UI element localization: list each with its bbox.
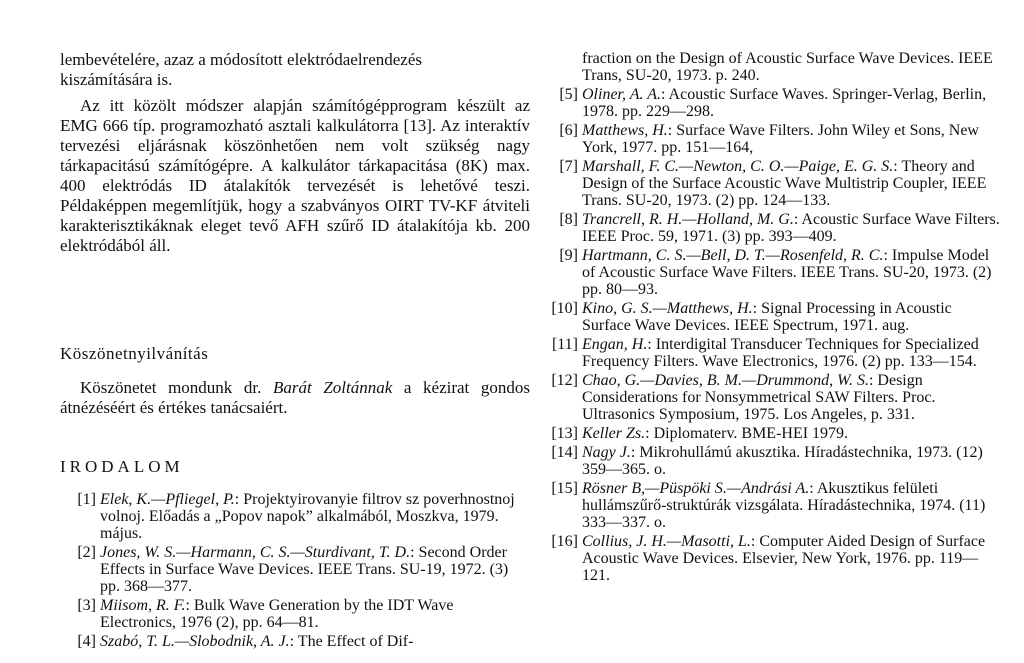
reference-authors: Kino, G. S.—Matthews, H.	[582, 300, 753, 317]
acknowledgement-text	[60, 378, 530, 418]
references-list-left	[60, 491, 530, 652]
reference-number: [12]	[551, 372, 578, 389]
reference-text: : Theory and Design of the Surface Acoustic Wave Multistrip Coupler, IEEE Trans. SU-20, 1973. (2) pp. 124—133.	[582, 158, 987, 209]
reference-item	[542, 247, 1004, 298]
reference-number: [11]	[551, 336, 578, 353]
reference-text: : Computer Aided Design of Surface Acoustic Wave Devices. Elsevier, New York, 1976. pp. 119—121.	[582, 533, 986, 584]
reference-item	[542, 444, 1004, 478]
reference-authors: Szabó, T. L.—Slobodnik, A. J.	[100, 633, 290, 650]
reference-number: [15]	[551, 480, 578, 497]
reference-number: [1]	[77, 491, 96, 508]
reference-item	[542, 336, 1004, 370]
paragraph-2	[60, 96, 530, 256]
reference-number: [2]	[77, 544, 96, 561]
reference-number: [14]	[551, 444, 578, 461]
reference-authors: Keller Zs.	[582, 425, 646, 442]
reference-authors: Chao, G.—Davies, B. M.—Drummond, W. S.	[582, 372, 869, 389]
reference-item	[60, 633, 530, 650]
reference-text: : Akusztikus felületi hullámszűrő-struktúrák vizsgálata. Híradástechnika, 1974. (11) 333—337. o.	[582, 480, 986, 531]
reference-number: [16]	[551, 533, 578, 550]
acknowledgement-name: Barát Zoltánnak	[273, 378, 393, 397]
reference-text: : Mikrohullámú akusztika. Híradástechnika, 1973. (12) 359—365. o.	[582, 444, 983, 478]
reference-authors: Engan, H.	[582, 336, 648, 353]
reference-item	[60, 544, 530, 595]
reference-item	[542, 158, 1004, 209]
reference-item	[60, 597, 530, 631]
reference-number: [9]	[559, 247, 578, 264]
reference-item	[60, 491, 530, 542]
reference-text: fraction on the Design of Acoustic Surface Wave Devices. IEEE Trans, SU-20, 1973. p. 240.	[582, 50, 993, 84]
reference-text: : Impulse Model of Acoustic Surface Wave Filters. IEEE Trans. SU-20, 1973. (2) pp. 80—93.	[582, 247, 992, 298]
reference-number: [13]	[551, 425, 578, 442]
reference-item	[542, 372, 1004, 423]
reference-text: : Design Considerations for Nonsymmetrical SAW Filters. Proc. Ultrasonics Symposium, 1975. Los Angeles, p. 331.	[582, 372, 936, 423]
acknowledgement-suffix: a kézirat gondos átnézéséért és értékes tanácsaiért.	[60, 378, 531, 417]
reference-text: : Diplomaterv. BME-HEI 1979.	[645, 425, 849, 442]
reference-text: : The Effect of Dif-	[289, 633, 414, 650]
reference-item	[542, 425, 1004, 442]
reference-text: : Bulk Wave Generation by the IDT Wave Electronics, 1976 (2), pp. 64—81.	[100, 597, 454, 631]
reference-number: [6]	[559, 122, 578, 139]
reference-authors: Hartmann, C. S.—Bell, D. T.—Rosenfeld, R. C.	[582, 247, 884, 264]
references-list-right	[542, 50, 1004, 586]
reference-text: : Acoustic Surface Wave Filters. IEEE Proc. 59, 1971. (3) pp. 393—409.	[582, 211, 1000, 245]
reference-text: : Acoustic Surface Waves. Springer-Verlag, Berlin, 1978. pp. 229—298.	[582, 86, 987, 120]
references-heading: IRODALOM	[60, 457, 184, 476]
reference-number: [3]	[77, 597, 96, 614]
reference-number: [4]	[77, 633, 96, 650]
paragraph-1-line-2: kiszámítására is.	[60, 70, 173, 89]
reference-item	[542, 211, 1004, 245]
reference-authors: Collius, J. H.—Masotti, L.	[582, 533, 751, 550]
reference-authors: Oliner, A. A.	[582, 86, 661, 103]
reference-text: : Second Order Effects in Surface Wave Devices. IEEE Trans. SU-19, 1972. (3) pp. 368—377.	[100, 544, 509, 595]
paragraph-2-text: Az itt közölt módszer alapján számítógépprogram készült az EMG 666 típ. programozható asztali kalkulátorra [13]. Az interaktív tervezési eljárásnak köszönhetően nem volt szükség nagy tárkapacitású számítógépre. A kalkulátor tárkapacitása (8K) max. 400 elektródás ID átalakítók tervezését is lehetővé teszi. Példaképpen megemlítjük, hogy a szabványos OIRT TV-KF átviteli karakterisztikáknak eleget tevő AFH szűrő ID átalakítója kb. 200 elektródából áll.	[60, 96, 530, 255]
reference-continuation	[542, 50, 1004, 84]
reference-item	[542, 86, 1004, 120]
reference-authors: Matthews, H.	[582, 122, 668, 139]
reference-item	[542, 480, 1004, 531]
reference-item	[542, 122, 1004, 156]
reference-authors: Miisom, R. F.	[100, 597, 186, 614]
reference-authors: Nagy J.	[582, 444, 631, 461]
reference-authors: Marshall, F. C.—Newton, C. O.—Paige, E. G. S.	[582, 158, 894, 175]
reference-item	[542, 300, 1004, 334]
reference-text: : Signal Processing in Acoustic Surface Wave Devices. IEEE Spectrum, 1971. aug.	[582, 300, 952, 334]
reference-authors: Elek, K.—Pfliegel, P.	[100, 491, 235, 508]
reference-item	[542, 533, 1004, 584]
paragraph-1	[60, 50, 530, 90]
reference-number: [5]	[559, 86, 578, 103]
reference-text: : Interdigital Transducer Techniques for Specialized Frequency Filters. Wave Electronics, 1976. (2) pp. 133—154.	[582, 336, 979, 370]
paragraph-1-line-1: lembevételére, azaz a módosított elektródaelrendezés	[60, 50, 423, 69]
reference-number: [10]	[551, 300, 578, 317]
reference-authors: Rösner B,—Püspöki S.—Andrási A.	[582, 480, 810, 497]
reference-authors: Jones, W. S.—Harmann, C. S.—Sturdivant, T. D.	[100, 544, 411, 561]
reference-text: : Projektyirovanyie filtrov sz poverhnostnoj volnoj. Előadás a „Popov napok” alkalmából, Moszkva, 1979. május.	[100, 491, 515, 542]
acknowledgement-heading: Köszönetnyilvánítás	[60, 344, 209, 363]
acknowledgement-prefix: Köszönetet mondunk dr.	[80, 378, 273, 397]
reference-authors: Trancrell, R. H.—Holland, M. G.	[582, 211, 794, 228]
reference-text: : Surface Wave Filters. John Wiley et Sons, New York, 1977. pp. 151—164,	[582, 122, 979, 156]
reference-number: [7]	[559, 158, 578, 175]
reference-number: [8]	[559, 211, 578, 228]
